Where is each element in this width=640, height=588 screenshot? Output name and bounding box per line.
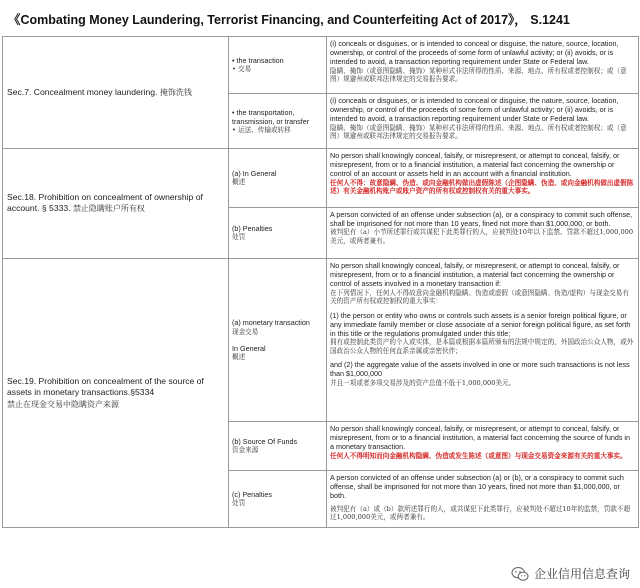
sub-label-en: • the transaction xyxy=(232,56,284,66)
provision-en: A person convicted of an offense under subsection (a), or a conspiracy to commit such offense, shall be imprisoned for not more than 10 years, fined not more than $1,000,000, or both. xyxy=(330,210,633,229)
provision-en: (i) conceals or disguises, or is intended to conceal or disguise, the nature, source, location, ownership, or control of the proceeds of some form of unlawful activity; or (ii) avoids, or is intended to avoid, a transaction reporting requirement under State or Federal law. xyxy=(330,39,619,67)
section-label-en: Sec.19. Prohibition on concealment of the source of assets in monetary transactions.§5334 xyxy=(7,375,204,398)
section-label-cn: 掩饰洗钱 xyxy=(159,87,192,97)
sub-label-en: (a) monetary transaction xyxy=(232,318,310,328)
table-row xyxy=(3,37,639,94)
sub-label xyxy=(229,208,327,259)
provision-item-en: and (2) the aggregate value of the assets involved in one or more such transactions is not less than $1,000,000 xyxy=(330,360,630,379)
sub-label xyxy=(229,422,327,471)
provision-text xyxy=(327,94,639,149)
provision-cn: 隐瞒、掩饰（或意图隐瞒、掩饰）某种形式非法所得的性质、来源、地点、所有权或者控制权；或（意图）规避州或联邦法律规定的交易报告要求。 xyxy=(330,123,627,141)
sub-label-cn: 处罚 xyxy=(232,499,246,508)
sub-label xyxy=(229,471,327,528)
section-label-sec19 xyxy=(3,259,229,528)
sub-label-en-2: In General xyxy=(232,344,266,353)
provision-en: No person shall knowingly conceal, falsify, or misrepresent, or attempt to conceal, falsify, or misrepresent, from or to a financial institution, a material fact concerning the ownership or control of an account or assets held in an account with a financial institution. xyxy=(330,151,620,179)
provision-text xyxy=(327,259,639,422)
section-label-en: Sec.18. Prohibition on concealment of ownership of account. § 5333. xyxy=(7,191,203,214)
sub-label xyxy=(229,259,327,422)
provision-cn: 在下列情况下，任何人不得故意向金融机构隐瞒、伪造或虚假（或意图隐瞒、伪造/虚构）与现金交易有关的资产所有权或控制权的重大事实： xyxy=(330,288,629,306)
provision-cn: 被判犯有（a）或（b）款所述罪行的人，或共谋犯下此类罪行，应被判处不超过10年的监禁，罚款不超过1,000,000美元，或两者兼有。 xyxy=(330,504,631,522)
wechat-icon xyxy=(511,566,529,582)
table-row xyxy=(3,259,639,422)
provision-text xyxy=(327,37,639,94)
watermark-text: 企业信用信息查询 xyxy=(533,567,630,581)
sub-label xyxy=(229,94,327,149)
sub-label xyxy=(229,149,327,208)
provision-text xyxy=(327,149,639,208)
sub-label-en: (c) Penalties xyxy=(232,490,272,500)
sub-label-cn: • 运送、传输或转移 xyxy=(232,126,291,134)
sub-label-cn: 资金来源 xyxy=(232,446,259,455)
sub-label-en: • the transportation, transmission, or transfer xyxy=(232,107,310,126)
provision-item-cn: 并且一项或者多项交易涉及的资产总值不低于1,000,000美元。 xyxy=(330,378,516,387)
page-title: 《Combating Money Laundering, Terrorist Financing, and Counterfeiting Act of 2017》， S.1241 xyxy=(8,13,570,27)
provision-text xyxy=(327,208,639,259)
provision-en: (i) conceals or disguises, or is intended to conceal or disguise, the nature, source, location, ownership, or control of the proceeds of some form of unlawful activity; or (ii) avoids, or is intended to avoid, a transaction reporting requirement under State or Federal law. xyxy=(330,96,619,124)
provision-item-cn: 拥有或控制此类资产的个人或实体，是本篇或根据本篇所颁布的法规中规定的，外国政治公众人物，或外国政治公众人物的任何直系亲属或亲密伙伴； xyxy=(330,338,634,355)
sub-label xyxy=(229,37,327,94)
provision-en: A person convicted of an offense under subsection (a) or (b), or a conspiracy to commit such offense, shall be imprisoned for not more than 10 years, fined not more than $1,000,000, or both. xyxy=(330,473,624,501)
section-label-cn: 禁止隐瞒账户所有权 xyxy=(72,204,145,214)
sub-label-cn-2: 概述 xyxy=(232,353,246,362)
section-label-sec18 xyxy=(3,149,229,259)
provision-cn: 隐瞒、掩饰（或意图隐瞒、掩饰）某种形式非法所得的性质、来源、地点、所有权或者控制权；或（意图）规避州或联邦法律规定的交易报告要求。 xyxy=(330,66,627,84)
watermark xyxy=(511,565,630,582)
section-label-sec7 xyxy=(3,37,229,149)
section-label-cn: 禁止在现金交易中隐瞒资产来源 xyxy=(7,399,119,409)
provision-cn: 被判犯有（a）小节所述罪行或共谋犯下此类罪行的人，应被判处10年以下监禁、罚款不超过1,000,000美元，或两者兼有。 xyxy=(330,228,634,245)
act-table xyxy=(2,36,639,528)
provision-cn-highlight: 任何人不得明知而向金融机构隐瞒、伪造或发生陈述（或意图）与现金交易资金来源有关的重大事实。 xyxy=(330,451,627,460)
provision-en: No person shall knowingly conceal, falsify, or misrepresent, or attempt to conceal, falsify, or misrepresent, from or to a financial institution, a material fact concerning the source of funds in a monetary transaction. xyxy=(330,424,631,452)
provision-text xyxy=(327,422,639,471)
sub-label-cn: 概述 xyxy=(232,178,246,187)
section-label-en: Sec.7. Concealment money laundering. xyxy=(7,86,158,97)
sub-label-cn: 现金交易 xyxy=(232,327,259,336)
sub-label-cn: • 交易 xyxy=(232,65,252,74)
provision-cn-highlight: 任何人不得：故意隐瞒、伪造、或向金融机构做出虚假陈述（企图隐瞒、伪造、或向金融机构做出虚假陈述）有关金融机构账户或账户资产的所有权或控制权有关的重大事实。 xyxy=(330,178,634,196)
provision-en: No person shall knowingly conceal, falsify, or misrepresent, or attempt to conceal, falsify, or misrepresent, from or to a financial institution, a material fact concerning the ownership or control of assets involved in a monetary transaction if: xyxy=(330,261,620,289)
sub-label-en: (a) In General xyxy=(232,169,277,179)
sub-label-en: (b) Penalties xyxy=(232,224,273,234)
table-row xyxy=(3,149,639,208)
provision-text xyxy=(327,471,639,528)
sub-label-en: (b) Source Of Funds xyxy=(232,437,298,447)
sub-label-cn: 处罚 xyxy=(232,233,246,242)
provision-item-en: (1) the person or entity who owns or controls such assets is a senior foreign political figure, or any immediate family member or close associate of a senior foreign political figure, as set forth in this title or the regulations promulgated under this title; xyxy=(330,310,631,338)
